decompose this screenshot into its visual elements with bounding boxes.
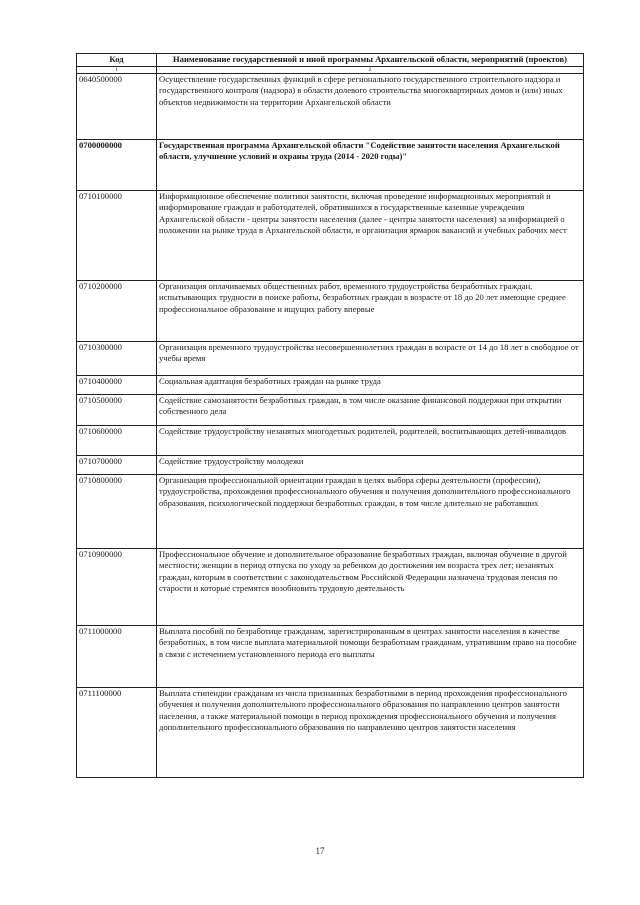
- row-code: 0710900000: [77, 548, 157, 625]
- table-row: [77, 139, 584, 190]
- row-text: Содействие трудоустройству молодежи: [157, 455, 584, 474]
- row-code: 0710600000: [77, 425, 157, 455]
- page-number: 17: [315, 846, 325, 856]
- column-number-2: 2: [157, 66, 584, 73]
- table-row: [77, 687, 584, 777]
- table-row: [77, 341, 584, 375]
- row-text: Выплата стипендии гражданам из числа признанных безработными в период прохождения профессионального обучения и получения дополнительного профессионального образования по направлению центров занятости населения, а также материальной помощи в период прохождения профессионального обучения и получения дополнительного профессионального образования по направлению центров занятости населения: [157, 687, 584, 777]
- row-code: 0710300000: [77, 341, 157, 375]
- row-code: 0711100000: [77, 687, 157, 777]
- program-code-table: [76, 53, 584, 778]
- row-code: 0640500000: [77, 73, 157, 139]
- row-text: Осуществление государственных функций в сфере регионального государственного строительного надзора и государственного контроля (надзора) в области долевого строительства многоквартирных домов и (или) иных объектов недвижимости на территории Архангельской области: [157, 73, 584, 139]
- row-code: 0711000000: [77, 625, 157, 687]
- column-number-1: 1: [77, 66, 157, 73]
- row-text: Организация оплачиваемых общественных работ, временного трудоустройства безработных граждан, испытывающих трудности в поиске работы, безработных граждан в возрасте от 18 до 20 лет имеющие среднее профессиональное образование и ищущих работу впервые: [157, 280, 584, 341]
- table-row: [77, 455, 584, 474]
- row-text: Социальная адаптация безработных граждан на рынке труда: [157, 375, 584, 394]
- row-text: Профессиональное обучение и дополнительное образование безработных граждан, включая обучение в другой местности; женщин в период отпуска по уходу за ребенком до достижения им возраста трех лет; незанятых граждан, которым в соответствии с законодательством Российской Федерации назначена трудовая пенсия по старости и которые стремятся возобновить трудовую деятельность: [157, 548, 584, 625]
- table-row: [77, 394, 584, 425]
- table-row: [77, 280, 584, 341]
- name-column-header: Наименование государственной и иной программы Архангельской области, мероприятий (проектов): [157, 54, 584, 67]
- row-code: 0710400000: [77, 375, 157, 394]
- table-row: [77, 375, 584, 394]
- table-row: [77, 190, 584, 280]
- table-row: [77, 73, 584, 139]
- row-text: Содействие трудоустройству незанятых многодетных родителей, родителей, воспитывающих детей-инвалидов: [157, 425, 584, 455]
- row-code: 0710200000: [77, 280, 157, 341]
- row-text: Организация профессиональной ориентации граждан в целях выбора сферы деятельности (профессии), трудоустройства, прохождения профессионального обучения и получения дополнительного профессионального образования, психологической поддержки безработных граждан, в том числе длительно не работавших: [157, 474, 584, 548]
- table-row: [77, 625, 584, 687]
- row-code: 0700000000: [77, 139, 157, 190]
- row-text: Содействие самозанятости безработных граждан, в том числе оказание финансовой поддержки при открытии собственного дела: [157, 394, 584, 425]
- row-text: Информационное обеспечение политики занятости, включая проведение информационных мероприятий и информирование граждан и работодателей, обратившихся в государственные казенные учреждения Архангельской области - центры занятости населения (далее - центры занятости населения) за информацией о положении на рынке труда в Архангельской области, и организация ярмарок вакансий и учебных рабочих мест: [157, 190, 584, 280]
- row-code: 0710800000: [77, 474, 157, 548]
- table-header-row: [77, 54, 584, 67]
- code-column-header: Код: [77, 54, 157, 67]
- row-text: Государственная программа Архангельской области "Содействие занятости населения Архангельской области, улучшение условий и охраны труда (2014 - 2020 годы)": [157, 139, 584, 190]
- row-code: 0710700000: [77, 455, 157, 474]
- row-text: Организация временного трудоустройства несовершеннолетних граждан в возрасте от 14 до 18 лет в свободное от учебы время: [157, 341, 584, 375]
- row-text: Выплата пособий по безработице гражданам, зарегистрированным в центрах занятости населения в качестве безработных, в том числе выплата материальной помощи безработным гражданам, утратившим право на пособие в связи с истечением установленного периода его выплаты: [157, 625, 584, 687]
- row-code: 0710500000: [77, 394, 157, 425]
- table-row: [77, 474, 584, 548]
- row-code: 0710100000: [77, 190, 157, 280]
- table-row: [77, 425, 584, 455]
- column-number-row: [77, 66, 584, 73]
- table-row: [77, 548, 584, 625]
